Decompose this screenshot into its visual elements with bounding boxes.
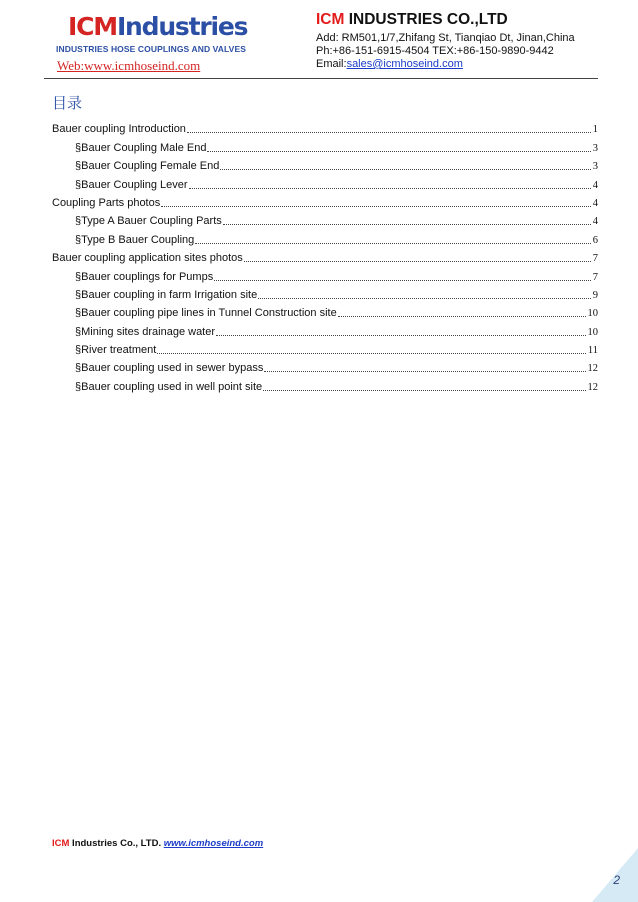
footer-url-link[interactable]: www.icmhoseind.com <box>163 838 264 849</box>
logo-tagline: INDUSTRIES HOSE COUPLINGS AND VALVES <box>56 44 246 54</box>
logo-industries-text: Industries <box>116 12 248 41</box>
toc-entry-page: 1 <box>592 124 598 136</box>
logo-icm-text: ICM <box>68 12 117 41</box>
table-of-contents <box>52 118 598 394</box>
toc-entry-page: 9 <box>592 289 598 301</box>
toc-entry-label: §Bauer Coupling Lever <box>75 178 188 191</box>
toc-dot-leader <box>223 224 591 225</box>
toc-dot-leader <box>338 316 586 317</box>
company-address: Add: RM501,1/7,Zhifang St, Tianqiao Dt, Jinan,China <box>316 32 575 44</box>
toc-entry-page: 10 <box>587 308 598 320</box>
toc-entry-page: 3 <box>592 142 598 154</box>
toc-entry-label: Bauer coupling Introduction <box>52 123 186 136</box>
footer-text: Industries Co., LTD. <box>69 838 164 849</box>
toc-entry-label: §River treatment <box>75 344 157 357</box>
toc-dot-leader <box>258 298 591 299</box>
toc-entry-label: §Bauer coupling in farm Irrigation site <box>75 288 258 301</box>
toc-entry-label: Bauer coupling application sites photos <box>52 252 243 265</box>
toc-entry-page: 7 <box>592 271 598 283</box>
toc-entry-page: 3 <box>592 161 598 173</box>
footer-icm: ICM <box>52 838 70 849</box>
company-email-line <box>316 58 463 70</box>
toc-entry-page: 12 <box>587 381 598 393</box>
toc-title: 目录 <box>52 94 83 112</box>
toc-entry-page: 4 <box>592 216 598 228</box>
toc-entry-page: 11 <box>587 345 598 357</box>
toc-entry[interactable] <box>52 302 598 320</box>
company-name-icm: ICM <box>316 11 345 28</box>
toc-dot-leader <box>263 390 585 391</box>
toc-entry[interactable] <box>52 210 598 228</box>
toc-entry[interactable] <box>52 320 598 338</box>
website-link[interactable]: Web:www.icmhoseind.com <box>57 58 201 73</box>
toc-entry-label: §Type B Bauer Coupling <box>75 233 195 246</box>
company-name-rest: INDUSTRIES CO.,LTD <box>344 11 508 28</box>
toc-entry[interactable] <box>52 247 598 265</box>
toc-entry-label: §Bauer Coupling Male End <box>75 141 207 154</box>
toc-entry-label: §Mining sites drainage water <box>75 325 216 338</box>
toc-entry[interactable] <box>52 136 598 154</box>
toc-dot-leader <box>216 335 585 336</box>
toc-entry[interactable] <box>52 375 598 393</box>
toc-entry[interactable] <box>52 118 598 136</box>
company-name <box>316 11 508 29</box>
toc-dot-leader <box>207 151 590 152</box>
page-number: 2 <box>613 873 620 887</box>
toc-dot-leader <box>214 280 591 281</box>
toc-entry-page: 4 <box>592 197 598 209</box>
toc-entry[interactable] <box>52 265 598 283</box>
toc-entry-label: §Bauer coupling used in well point site <box>75 380 263 393</box>
toc-entry[interactable] <box>52 357 598 375</box>
toc-entry[interactable] <box>52 173 598 191</box>
toc-dot-leader <box>264 371 585 372</box>
toc-entry[interactable] <box>52 228 598 246</box>
toc-entry-page: 10 <box>587 326 598 338</box>
toc-entry-label: §Bauer coupling used in sewer bypass <box>75 362 264 375</box>
toc-entry-page: 4 <box>592 179 598 191</box>
toc-entry-label: §Bauer coupling pipe lines in Tunnel Construction site <box>75 307 337 320</box>
toc-entry[interactable] <box>52 339 598 357</box>
toc-entry[interactable] <box>52 192 598 210</box>
email-link[interactable]: sales@icmhoseind.com <box>346 58 463 70</box>
company-phone: Ph:+86-151-6915-4504 TEX:+86-150-9890-9442 <box>316 45 554 57</box>
header-divider <box>44 78 598 79</box>
toc-dot-leader <box>195 243 591 244</box>
toc-dot-leader <box>189 188 591 189</box>
toc-dot-leader <box>161 206 591 207</box>
company-logo <box>68 12 247 42</box>
footer <box>52 838 263 849</box>
toc-entry[interactable] <box>52 284 598 302</box>
toc-entry-label: §Bauer Coupling Female End <box>75 160 220 173</box>
toc-entry-page: 6 <box>592 234 598 246</box>
toc-entry-label: Coupling Parts photos <box>52 196 161 209</box>
toc-entry-label: §Bauer couplings for Pumps <box>75 270 214 283</box>
email-label: Email: <box>316 58 347 70</box>
toc-dot-leader <box>187 132 591 133</box>
toc-entry[interactable] <box>52 155 598 173</box>
toc-entry-page: 12 <box>587 363 598 375</box>
toc-dot-leader <box>157 353 586 354</box>
toc-dot-leader <box>244 261 591 262</box>
toc-entry-page: 7 <box>592 253 598 265</box>
toc-entry-label: §Type A Bauer Coupling Parts <box>75 215 222 228</box>
toc-dot-leader <box>220 169 590 170</box>
